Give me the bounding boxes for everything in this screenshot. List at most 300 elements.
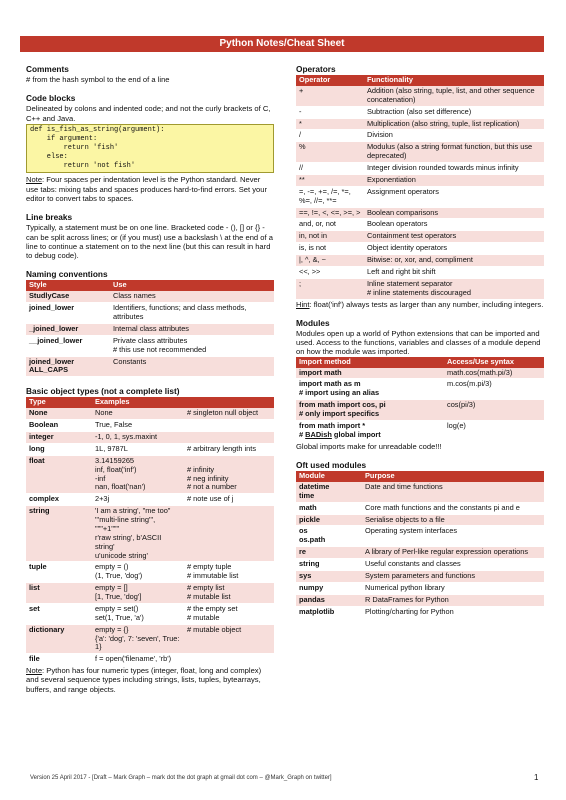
code-blocks-note	[26, 175, 274, 203]
cell-line: Addition (also string, tuple, list, and other sequence concatenation)	[367, 85, 535, 104]
table-row	[296, 118, 544, 130]
basic-types-note	[26, 666, 274, 694]
cell-line: # this use not recommended	[113, 344, 207, 354]
table-row	[296, 142, 544, 163]
table-cell	[92, 408, 184, 419]
table-row	[296, 582, 544, 594]
cell-line: import math	[299, 367, 342, 377]
table-cell	[296, 482, 362, 502]
cell-line: datetime	[299, 481, 330, 491]
cell-line: # the empty set	[187, 603, 238, 613]
line-breaks-heading: Line breaks	[26, 212, 73, 223]
table-cell	[296, 514, 362, 526]
table-cell	[364, 278, 544, 299]
cell-line	[187, 655, 271, 664]
code-blocks-heading: Code blocks	[26, 93, 76, 104]
cell-line: Core math functions and the constants pi and e	[365, 502, 520, 512]
cell-line: time	[299, 490, 315, 500]
table-cell	[296, 559, 362, 571]
cell-line: Boolean comparisons	[367, 207, 439, 217]
cell-line: 'I am a string', "me too"	[95, 506, 171, 516]
cell-line: True, False	[95, 420, 133, 430]
cell-line	[187, 433, 271, 442]
table-cell	[92, 624, 184, 654]
naming-heading: Naming conventions	[26, 269, 108, 280]
table-header-row	[296, 471, 544, 482]
table-cell	[364, 163, 544, 175]
table-cell	[296, 118, 364, 130]
table-cell	[364, 186, 544, 207]
oft-used-table	[296, 471, 544, 618]
table-cell	[296, 266, 364, 278]
table-cell	[26, 455, 92, 494]
table-cell	[184, 562, 274, 583]
table-cell	[92, 420, 184, 432]
table-cell	[444, 368, 544, 379]
cell-line: (1, True, 'dog')	[95, 571, 143, 581]
table-row	[296, 420, 544, 441]
table-cell	[296, 400, 444, 421]
cell-line: r'raw string', b'ASCII string'	[95, 532, 162, 551]
cell-line: [1, True, 'dog']	[95, 592, 142, 602]
cell-line: # neg infinity	[187, 473, 229, 483]
cell-line: # mutable object	[187, 624, 242, 634]
cell-line: Identifiers, functions; and class methods, attributes	[113, 303, 247, 322]
cell-line: string	[29, 506, 50, 516]
table-row	[296, 86, 544, 106]
cell-line: Exponentiation	[367, 174, 416, 184]
cell-line: pickle	[299, 514, 320, 524]
cell-line: joined_lower	[29, 303, 75, 313]
code-line: def is_fish_as_string(argument):	[30, 125, 165, 134]
cell-line: {'a': 'dog', 7: 'seven', True: 1}	[95, 633, 180, 652]
cell-line: Internal class attributes	[113, 323, 189, 333]
cell-line: import math as m	[299, 379, 361, 389]
cell-line: list	[29, 583, 40, 593]
left-column	[26, 64, 274, 694]
cell-line: +	[299, 85, 304, 95]
table-cell	[296, 420, 444, 441]
table-cell	[364, 219, 544, 231]
cell-line: Modulus (also a string format function, but this use deprecated)	[367, 142, 533, 161]
cell-line: string	[299, 559, 320, 569]
cell-line: Left and right bit shift	[367, 266, 436, 276]
modules-footer-text: Global imports make for unreadable code!!!	[296, 441, 442, 451]
cell-line: 1L, 9787L	[95, 443, 128, 453]
cell-line: Integer division rounded towards minus infinity	[367, 163, 519, 173]
cell-line: # mutable	[187, 612, 220, 622]
basic-types-heading: Basic object types (not a complete list)	[26, 386, 180, 397]
cell-line: empty = ()	[95, 562, 129, 572]
table-cell	[364, 174, 544, 186]
cell-line: StudlyCase	[29, 291, 70, 301]
table-cell	[362, 606, 544, 618]
cell-line: empty = {}	[95, 624, 129, 634]
table-cell	[92, 455, 184, 494]
cell-line: Inline statement separator	[367, 278, 453, 288]
code-line: return 'fish'	[30, 144, 119, 153]
cell-line: is, is not	[299, 243, 327, 253]
cell-line: numpy	[299, 582, 324, 592]
table-row	[296, 278, 544, 299]
code-example	[26, 124, 274, 173]
cell-line	[187, 507, 271, 516]
cell-line: pandas	[299, 594, 325, 604]
table-cell	[296, 594, 362, 606]
cell-line: ==, !=, <, <=, >=, >	[299, 207, 361, 217]
cell-line: # singleton null object	[187, 408, 259, 418]
cell-line: A library of Perl-like regular expression operations	[365, 547, 529, 557]
table-cell	[296, 278, 364, 299]
cell-line: m.cos(m.pi/3)	[447, 379, 492, 389]
table-cell	[444, 420, 544, 441]
table-row	[26, 335, 274, 356]
table-row	[26, 323, 274, 335]
cell-line: -1, 0, 1, sys.maxint	[95, 432, 158, 442]
table-cell	[296, 231, 364, 243]
table-cell	[92, 583, 184, 604]
cell-line: __joined_lower	[29, 335, 83, 345]
table-row	[296, 106, 544, 118]
column-header: Import method	[296, 357, 444, 368]
cell-line: # inline statements discouraged	[367, 287, 471, 297]
cell-line: math	[299, 502, 317, 512]
table-cell	[26, 432, 92, 444]
cell-line	[187, 635, 271, 644]
cell-line: Serialise objects to a file	[365, 514, 445, 524]
note-text: : Four spaces per indentation level is the Python standard. Never use tabs: mixing tabs and spaces produces hard-to-find errors. Set your editor to convert tabs to spaces.	[26, 175, 268, 203]
right-column	[296, 64, 544, 618]
table-row	[26, 506, 274, 562]
cell-line: Class names	[113, 291, 156, 301]
table-cell	[364, 231, 544, 243]
cell-line: # arbitrary length ints	[187, 443, 257, 453]
cell-line: Constants	[113, 356, 147, 366]
table-row	[296, 379, 544, 400]
table-cell	[184, 583, 274, 604]
table-row	[296, 255, 544, 267]
table-cell	[26, 494, 92, 506]
table-cell	[92, 654, 184, 666]
naming-table	[26, 280, 274, 377]
cell-line: # empty list	[187, 583, 225, 593]
table-cell	[26, 654, 92, 666]
cell-line: u'unicode string'	[95, 550, 148, 560]
table-cell	[110, 303, 274, 324]
cell-line: /	[299, 130, 302, 140]
table-cell	[26, 356, 110, 377]
comments-text: # from the hash symbol to the end of a line	[26, 75, 170, 85]
table-cell	[362, 514, 544, 526]
cell-line: and, or, not	[299, 219, 336, 229]
table-row	[296, 207, 544, 219]
table-cell	[362, 559, 544, 571]
table-row	[26, 303, 274, 324]
cell-line: # empty tuple	[187, 562, 232, 572]
table-cell	[184, 443, 274, 455]
cell-line: |, ^, &, ~	[299, 255, 326, 265]
page-title: Python Notes/Cheat Sheet	[20, 36, 544, 52]
table-cell	[110, 356, 274, 377]
table-cell	[110, 291, 274, 302]
cell-line: '''multi-line string''', """+1"""	[95, 515, 156, 533]
table-cell	[362, 547, 544, 559]
table-cell	[296, 130, 364, 142]
operators-hint	[296, 300, 544, 309]
cell-line: *	[299, 118, 302, 128]
table-cell	[296, 526, 362, 547]
code-line: return 'not fish'	[30, 162, 136, 171]
cell-line: from math import cos, pi	[299, 400, 386, 410]
cell-line: set	[29, 603, 40, 613]
table-cell	[296, 570, 362, 582]
cell-line: # immutable list	[187, 571, 239, 581]
basic-types-table	[26, 397, 274, 666]
table-cell	[26, 420, 92, 432]
cell-line: # not a number	[187, 482, 237, 492]
cell-line: sys	[299, 570, 312, 580]
table-cell	[184, 654, 274, 666]
cell-line: ALL_CAPS	[29, 365, 69, 375]
table-cell	[362, 582, 544, 594]
table-row	[296, 174, 544, 186]
table-cell	[296, 547, 362, 559]
code-line: else:	[30, 153, 68, 162]
column-header: Access/Use syntax	[444, 357, 544, 368]
cell-line: Subtraction (also set difference)	[367, 106, 472, 116]
table-cell	[92, 494, 184, 506]
cell-line: f = open('filename', 'rb')	[95, 654, 172, 664]
table-cell	[364, 266, 544, 278]
table-cell	[26, 562, 92, 583]
table-cell	[92, 443, 184, 455]
table-row	[296, 231, 544, 243]
column-header: Operator	[296, 75, 364, 86]
cell-line: re	[299, 547, 306, 557]
operators-heading: Operators	[296, 64, 336, 74]
table-cell	[184, 432, 274, 444]
table-cell	[184, 506, 274, 562]
table-row	[26, 291, 274, 302]
table-row	[296, 400, 544, 421]
column-header: Use	[110, 280, 274, 291]
note-label: Note	[26, 175, 43, 185]
cell-line: nan, float('nan')	[95, 482, 146, 492]
hint-label: Hint	[296, 299, 310, 309]
table-cell	[364, 243, 544, 255]
table-row	[26, 562, 274, 583]
code-line: if argument:	[30, 135, 98, 144]
cell-line: # only import specifics	[299, 409, 380, 419]
column-header: Examples	[92, 397, 184, 408]
table-cell	[296, 255, 364, 267]
cell-line: os	[299, 526, 308, 536]
cell-line: Boolean operators	[367, 219, 428, 229]
cell-line: 3.14159265	[95, 455, 135, 465]
table-header-row	[296, 357, 544, 368]
cell-line: empty = set()	[95, 603, 139, 613]
table-cell	[92, 562, 184, 583]
cell-line: Multiplication (also string, tuple, list replication)	[367, 118, 520, 128]
code-blocks-text: Delineated by colons and indented code; and not the curly brackets of C, C++ and Java.	[26, 104, 271, 123]
note-label: Note	[26, 666, 43, 676]
table-cell	[296, 106, 364, 118]
table-cell	[92, 603, 184, 624]
hint-text: : float('inf') always tests as larger than any number, including integers.	[309, 299, 544, 309]
table-cell	[362, 594, 544, 606]
column-header: Purpose	[362, 471, 544, 482]
cell-line: # note use of j	[187, 494, 234, 504]
cell-line: Numerical python library	[365, 582, 445, 592]
cell-line: log(e)	[447, 420, 466, 430]
table-row	[26, 455, 274, 494]
table-cell	[92, 432, 184, 444]
table-cell	[362, 526, 544, 547]
table-cell	[296, 163, 364, 175]
table-cell	[110, 323, 274, 335]
cell-line: float	[29, 455, 45, 465]
cell-line: math.cos(math.pi/3)	[447, 367, 513, 377]
cell-line: Bitwise: or, xor, and, compliment	[367, 255, 473, 265]
column-header: Style	[26, 280, 110, 291]
table-cell	[362, 570, 544, 582]
cell-line: long	[29, 443, 45, 453]
cell-line: dictionary	[29, 624, 65, 634]
table-cell	[364, 255, 544, 267]
note-text: : Python has four numeric types (integer, float, long and complex) and several sequence types including strings, lists, tuples, bytearrays, buffers, and range objects.	[26, 666, 262, 694]
table-row	[296, 526, 544, 547]
table-cell	[296, 502, 362, 514]
cell-line: -inf	[95, 473, 106, 483]
table-cell	[296, 219, 364, 231]
table-row	[26, 408, 274, 419]
table-cell	[184, 408, 274, 419]
table-cell	[364, 142, 544, 163]
table-cell	[26, 506, 92, 562]
cell-line: %	[299, 142, 306, 152]
cell-line: tuple	[29, 562, 47, 572]
cell-line: joined_lower	[29, 356, 75, 366]
table-cell	[296, 207, 364, 219]
table-cell	[184, 420, 274, 432]
table-row	[296, 163, 544, 175]
cell-line: Assignment operators	[367, 186, 439, 196]
table-row	[26, 654, 274, 666]
cell-line: # infinity	[187, 464, 215, 474]
table-cell	[92, 506, 184, 562]
table-header-row	[26, 397, 274, 408]
cell-line: ;	[299, 278, 302, 288]
cell-line: -	[299, 106, 302, 116]
table-row	[26, 583, 274, 604]
table-cell	[26, 408, 92, 419]
table-row	[296, 606, 544, 618]
table-row	[26, 356, 274, 377]
table-row	[296, 266, 544, 278]
table-cell	[26, 291, 110, 302]
table-row	[296, 570, 544, 582]
cell-line: Plotting/charting for Python	[365, 606, 454, 616]
cell-line: System parameters and functions	[365, 570, 476, 580]
cell-line: # BADish global import	[299, 429, 381, 439]
table-cell	[26, 624, 92, 654]
table-cell	[184, 624, 274, 654]
table-cell	[184, 494, 274, 506]
cell-line: cos(pi/3)	[447, 400, 476, 410]
cell-line: # mutable list	[187, 592, 231, 602]
table-row	[296, 482, 544, 502]
cell-line: Useful constants and classes	[365, 559, 461, 569]
cell-line: from math import *	[299, 420, 366, 430]
table-cell	[444, 379, 544, 400]
cell-line: Operating system interfaces	[365, 526, 458, 536]
page-number: 1	[534, 773, 539, 782]
column-header: Type	[26, 397, 92, 408]
cell-line: Division	[367, 130, 393, 140]
table-cell	[444, 400, 544, 421]
cell-line: None	[29, 408, 48, 418]
table-cell	[296, 368, 444, 379]
cell-line: Private class attributes	[113, 335, 188, 345]
table-cell	[26, 323, 110, 335]
cell-line: set(1, True, 'a')	[95, 612, 144, 622]
table-row	[26, 624, 274, 654]
table-cell	[296, 186, 364, 207]
cell-line: None	[95, 408, 113, 418]
cell-line: os.path	[299, 535, 326, 545]
cell-line: _joined_lower	[29, 323, 79, 333]
table-cell	[364, 86, 544, 106]
table-cell	[362, 482, 544, 502]
comments-heading: Comments	[26, 64, 69, 74]
table-row	[26, 443, 274, 455]
table-row	[296, 243, 544, 255]
cell-line: 2+3j	[95, 494, 110, 504]
table-cell	[110, 335, 274, 356]
table-cell	[296, 142, 364, 163]
table-cell	[296, 86, 364, 106]
cell-line: Object identity operators	[367, 243, 448, 253]
cell-line: <<, >>	[299, 266, 321, 276]
table-cell	[296, 582, 362, 594]
line-breaks-text: Typically, a statement must be on one line. Bracketed code - (), [] or {} - can be split across lines; or (if you must) use a backslash \ at the end of a line to continue a statement on to the next line (but this can result in hard to debug code).	[26, 223, 273, 261]
table-row	[296, 368, 544, 379]
table-row	[296, 186, 544, 207]
table-cell	[296, 243, 364, 255]
table-cell	[364, 106, 544, 118]
cell-line: =, -=, +=, /=, *=, %=, //=, **=	[299, 186, 351, 205]
cell-line: # import using an alias	[299, 388, 380, 398]
table-row	[296, 219, 544, 231]
cell-line: Date and time functions	[365, 481, 443, 491]
operators-table	[296, 75, 544, 300]
table-row	[26, 603, 274, 624]
table-header-row	[26, 280, 274, 291]
table-row	[296, 514, 544, 526]
cell-line: matplotlib	[299, 606, 335, 616]
table-cell	[26, 603, 92, 624]
cell-line: inf, float('inf')	[95, 464, 137, 474]
table-cell	[296, 606, 362, 618]
cell-line: Boolean	[29, 420, 59, 430]
modules-text: Modules open up a world of Python extensions that can be imported and used. Access to the functions, variables and classes of a module depend on how the module was imported.	[296, 328, 541, 357]
cell-line: Containment test operators	[367, 231, 457, 241]
cell-line: file	[29, 654, 40, 664]
table-cell	[364, 118, 544, 130]
column-header: Functionality	[364, 75, 544, 86]
table-row	[296, 559, 544, 571]
page-footer: Version 25 April 2017 - [Draft – Mark Graph – mark dot the dot graph at gmail dot com – @Mark_Graph on twitter]	[30, 775, 332, 781]
